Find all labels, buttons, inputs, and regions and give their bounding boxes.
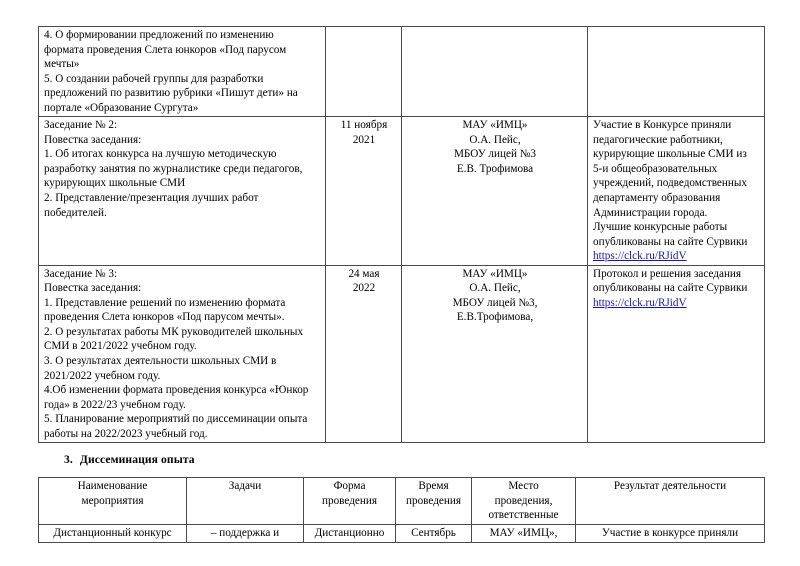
header-line: Место [508, 480, 539, 492]
column-header-form [304, 478, 396, 525]
date-line: 2021 [352, 133, 376, 146]
agenda-line: 4. О формировании предложений по изменению [44, 29, 274, 41]
agenda-line: работы на 2022/2023 учебный год. [44, 427, 208, 440]
responsible-line: МАУ «ИМЦ» [462, 119, 528, 132]
section-heading-number: 3. [64, 453, 73, 466]
responsible-line: МБОУ лицей №3 [453, 148, 537, 161]
responsible-line: Е.В. Трофимова [456, 162, 534, 175]
agenda-line: 2021/2022 учебном году. [44, 369, 161, 382]
survwiki-link[interactable]: https://clck.ru/RJidV [593, 296, 687, 309]
result-line: учреждений, подведомственных [593, 177, 747, 190]
header-line: ответственные [488, 509, 559, 522]
meeting-responsible-cell [402, 27, 588, 117]
responsible-line: О.А. Пейс, [469, 282, 521, 295]
result-line: курирующие школьные СМИ из [593, 148, 747, 161]
result-line: Участие в Конкурсе приняли [593, 119, 732, 132]
date-line: 24 мая [348, 267, 380, 280]
result-cell: Участие в конкурсе приняли [576, 524, 765, 542]
table-row [39, 265, 765, 443]
header-line: Время [418, 480, 449, 492]
table-header-row [39, 478, 765, 525]
meeting-agenda-cell [39, 27, 326, 117]
result-line: опубликованы на сайте Сурвики [593, 235, 748, 248]
agenda-line: Повестка заседания: [44, 133, 142, 146]
header-line: проведения [322, 494, 377, 507]
agenda-line: 5. Планирование мероприятий по диссеминации опыта [44, 413, 308, 426]
time-cell: Сентябрь [396, 524, 472, 542]
agenda-line: мечты» [44, 58, 80, 71]
meeting-date-cell [326, 265, 402, 443]
meetings-table [38, 26, 765, 443]
agenda-line: 4.Об изменении формата проведения конкурса «Юнкор [44, 384, 309, 397]
tasks-cell: – поддержка и [187, 524, 304, 542]
meeting-responsible-cell [402, 265, 588, 443]
header-line: мероприятия [81, 494, 144, 507]
dissemination-table [38, 477, 765, 543]
section-heading-title: Диссеминация опыта [79, 453, 195, 466]
result-line: департаменту образования [593, 192, 721, 205]
meeting-date-cell [326, 117, 402, 265]
agenda-line: Повестка заседания: [44, 282, 142, 295]
agenda-line: 5. О создании рабочей группы для разработки [44, 72, 264, 85]
header-line: Форма [333, 480, 366, 492]
header-line: проведения, [494, 494, 553, 507]
agenda-line: Заседание № 2: [44, 119, 118, 132]
column-header-event-name [39, 478, 187, 525]
header-line: Наименование [77, 480, 148, 492]
column-header-result [576, 478, 765, 525]
table-row [39, 27, 765, 117]
result-line: 5-и общеобразовательных [593, 162, 718, 175]
event-name-cell: Дистанционный конкурс [39, 524, 187, 542]
place-cell: МАУ «ИМЦ», [472, 524, 576, 542]
responsible-line: Е.В.Трофимова, [456, 311, 534, 324]
responsible-line: О.А. Пейс, [469, 133, 521, 146]
agenda-line: 3. О результатах деятельности школьных СМИ в [44, 355, 277, 368]
agenda-line: портале «Образование Сургута» [44, 101, 199, 114]
agenda-line: разработку занятия по журналистике среди педагогов, [44, 162, 303, 175]
section-heading [64, 453, 195, 467]
form-cell: Дистанционно [304, 524, 396, 542]
result-line: Лучшие конкурсные работы [593, 221, 728, 234]
agenda-line: СМИ в 2021/2022 учебном году. [44, 340, 197, 353]
header-line: проведения [406, 494, 461, 507]
date-line: 11 ноября [340, 119, 388, 132]
meeting-agenda-cell [39, 117, 326, 265]
result-line: опубликованы на сайте Сурвики [593, 282, 748, 295]
meeting-agenda-cell [39, 265, 326, 443]
agenda-line: 2. Представление/презентация лучших работ [44, 192, 259, 205]
agenda-line: 1. Представление решений по изменению формата [44, 296, 286, 309]
header-line: Результат деятельности [613, 480, 727, 492]
agenda-line: победителей. [44, 206, 107, 219]
table-row [39, 524, 765, 542]
table-row [39, 117, 765, 265]
dissemination-table-container [38, 477, 764, 543]
result-line: педагогические работники, [593, 133, 723, 146]
agenda-line: проведения Слета юнкоров «Под парусом мечты». [44, 311, 285, 324]
column-header-place [472, 478, 576, 525]
agenda-line: курирующих школьные СМИ [44, 177, 186, 190]
result-line: Протокол и решения заседания [593, 267, 742, 280]
survwiki-link[interactable]: https://clck.ru/RJidV [593, 250, 687, 263]
meeting-result-cell [588, 265, 765, 443]
responsible-line: МАУ «ИМЦ» [462, 267, 528, 280]
date-line: 2022 [352, 282, 376, 295]
column-header-tasks [187, 478, 304, 525]
agenda-line: формата проведения Слета юнкоров «Под парусом [44, 43, 287, 56]
meeting-responsible-cell [402, 117, 588, 265]
agenda-line: 1. Об итогах конкурса на лучшую методическую [44, 148, 277, 161]
header-line: Задачи [228, 480, 262, 492]
meeting-result-cell [588, 117, 765, 265]
meeting-result-cell [588, 27, 765, 117]
responsible-line: МБОУ лицей №3, [452, 296, 538, 309]
result-line: Администрации города. [593, 206, 708, 219]
column-header-time [396, 478, 472, 525]
meetings-table-container [38, 26, 764, 443]
agenda-line: Заседание № 3: [44, 267, 118, 280]
agenda-line: предложений по развитию рубрики «Пишут дети» на [44, 87, 298, 100]
agenda-line: года» в 2022/23 учебном году. [44, 398, 186, 411]
agenda-line: 2. О результатах работы МК руководителей школьных [44, 325, 304, 338]
meeting-date-cell [326, 27, 402, 117]
